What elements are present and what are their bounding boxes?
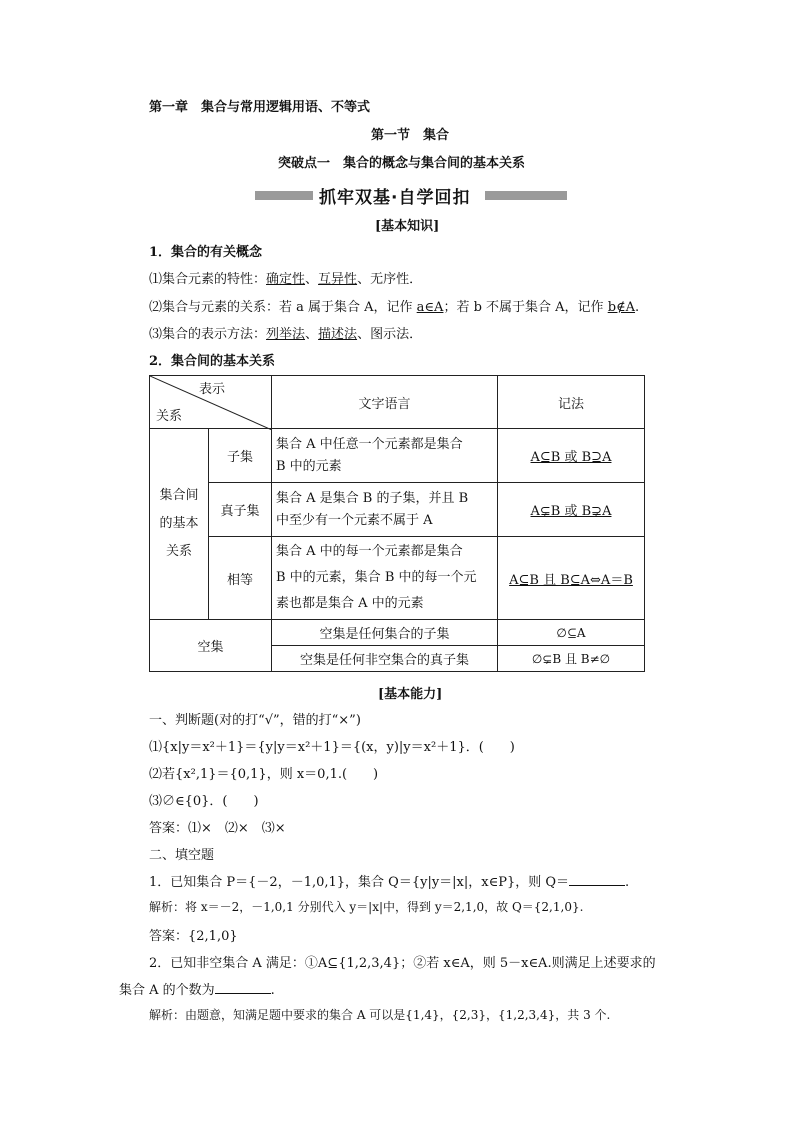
line2-middle: ；若 b 不属于集合 A，记作 — [443, 300, 608, 315]
banner — [255, 186, 567, 208]
fill-answer-1: 答案：{2,1,0} — [149, 929, 238, 944]
chapter-title: 第一章 集合与常用逻辑用语、不等式 — [149, 100, 371, 115]
row-text-line: B 中的元素，集合 B 中的每一个元 — [276, 570, 477, 585]
section-title: 第一节 集合 — [371, 128, 450, 143]
fill-solution-2: 解析：由题意，知满足题中要求的集合 A 可以是{1,4}，{2,3}，{1,2,3,4}，共 3 个. — [149, 1008, 611, 1022]
row-name-equal: 相等 — [209, 537, 272, 620]
row-text-subset — [272, 429, 498, 483]
row-text-line: 素也都是集合 A 中的元素 — [276, 596, 424, 611]
section-fill-title: 二、填空题 — [149, 848, 215, 863]
row-text-line: B 中的元素 — [276, 458, 342, 474]
basic-ability-heading: [基本能力] — [378, 687, 443, 702]
fill2-blank[interactable] — [215, 981, 271, 994]
line2-answer-a: a∈A — [416, 300, 444, 315]
row-text-line: 集合 A 是集合 B 的子集，并且 B — [276, 490, 469, 506]
fill-question-1 — [149, 871, 629, 890]
banner-bar-right — [485, 191, 567, 200]
line2-answer-b: b∉A — [607, 300, 636, 315]
group-label-cell — [150, 429, 209, 620]
judgement-question-2: ⑵若{x²,1}＝{0,1}，则 x＝0,1.( ) — [149, 767, 379, 782]
topic-title: 突破点一 集合的概念与集合间的基本关系 — [278, 156, 526, 171]
empty-set-label: 空集 — [150, 620, 272, 672]
row-notation-equal: A⊆B 且 B⊆A⇔A＝B — [498, 537, 645, 620]
table-diagonal-header — [150, 376, 272, 429]
header-notation-column: 记法 — [498, 376, 645, 429]
row-text-proper-subset — [272, 483, 498, 537]
basic-knowledge-heading: [基本知识] — [375, 219, 440, 234]
line3-answer-b: 描述法 — [318, 327, 358, 342]
row-text-line: 集合 A 中任意一个元素都是集合 — [276, 436, 463, 452]
empty-row-1-notation: ∅⊆A — [498, 620, 645, 646]
judgement-question-3: ⑶∅∈{0}．( ) — [149, 794, 259, 809]
row-text-line: 中至少有一个元素不属于 A — [276, 512, 433, 528]
line3-answer-a: 列举法 — [266, 327, 306, 342]
line2-prefix: ⑵集合与元素的关系：若 a 属于集合 A，记作 — [149, 300, 417, 315]
line1-answer-a: 确定性 — [266, 272, 306, 287]
fill-solution-1: 解析：将 x＝－2，－1,0,1 分别代入 y＝|x|中，得到 y＝2,1,0，故 Q＝{2,1,0}. — [149, 900, 584, 914]
banner-text: 抓牢双基·自学回扣 — [319, 188, 471, 208]
row-text-equal — [272, 537, 498, 620]
relations-table — [149, 375, 645, 672]
line2-suffix: . — [635, 300, 640, 315]
row-name-proper-subset: 真子集 — [209, 483, 272, 537]
row-name-subset: 子集 — [209, 429, 272, 483]
row-notation-proper-subset: A⊊B 或 B⊋A — [498, 483, 645, 537]
row-notation-subset: A⊆B 或 B⊇A — [498, 429, 645, 483]
line1-prefix: ⑴集合元素的特性： — [149, 272, 267, 287]
group-label-line-2: 的基本 — [159, 516, 199, 531]
judgement-question-1: ⑴{x|y＝x²＋1}＝{y|y＝x²＋1}＝{(x，y)|y＝x²＋1}．( ) — [149, 740, 515, 755]
header-text-column: 文字语言 — [272, 376, 498, 429]
section-judgement-title: 一、判断题(对的打“√”，错的打“×”) — [149, 713, 361, 728]
group-label-line-1: 集合间 — [159, 488, 199, 503]
row-text-line: 集合 A 中的每一个元素都是集合 — [276, 544, 463, 559]
knowledge-line-3: ⑶集合的表示方法：列举法、描述法、图示法． — [149, 327, 423, 342]
fill1-suffix: . — [625, 875, 630, 890]
fill1-blank[interactable] — [569, 873, 625, 886]
knowledge-line-2 — [149, 296, 639, 315]
line3-prefix: ⑶集合的表示方法： — [149, 327, 267, 342]
fill-question-2-line-2 — [119, 979, 275, 998]
diag-bottom-label: 关系 — [156, 409, 183, 424]
line1-answer-b: 互异性 — [318, 272, 358, 287]
fill2-suffix: . — [270, 983, 275, 998]
diag-top-label: 表示 — [198, 382, 225, 397]
fill1-text: 1．已知集合 P＝{－2，－1,0,1}，集合 Q＝{y|y＝|x|，x∈P}，则 Q＝ — [149, 875, 570, 890]
empty-row-2-text: 空集是任何非空集合的真子集 — [272, 646, 498, 672]
knowledge-item-2-title: 2．集合间的基本关系 — [149, 354, 276, 369]
judgement-answer: 答案：⑴× ⑵× ⑶× — [149, 821, 286, 836]
empty-row-1-text: 空集是任何集合的子集 — [272, 620, 498, 646]
knowledge-line-1: ⑴集合元素的特性：确定性、互异性、无序性． — [149, 272, 423, 287]
fill2-text: 集合 A 的个数为 — [119, 983, 215, 998]
fill-question-2-line-1: 2．已知非空集合 A 满足：①A⊆{1,2,3,4}；②若 x∈A，则 5－x∈A.则满足上述要求的 — [149, 956, 656, 971]
empty-row-2-notation: ∅⊊B 且 B≠∅ — [498, 646, 645, 672]
banner-bar-left — [255, 191, 313, 200]
group-label-line-3: 关系 — [165, 544, 192, 559]
line3-suffix: 、图示法． — [357, 327, 423, 342]
knowledge-item-1-title: 1．集合的有关概念 — [149, 245, 263, 260]
line1-suffix: 、无序性． — [357, 272, 423, 287]
